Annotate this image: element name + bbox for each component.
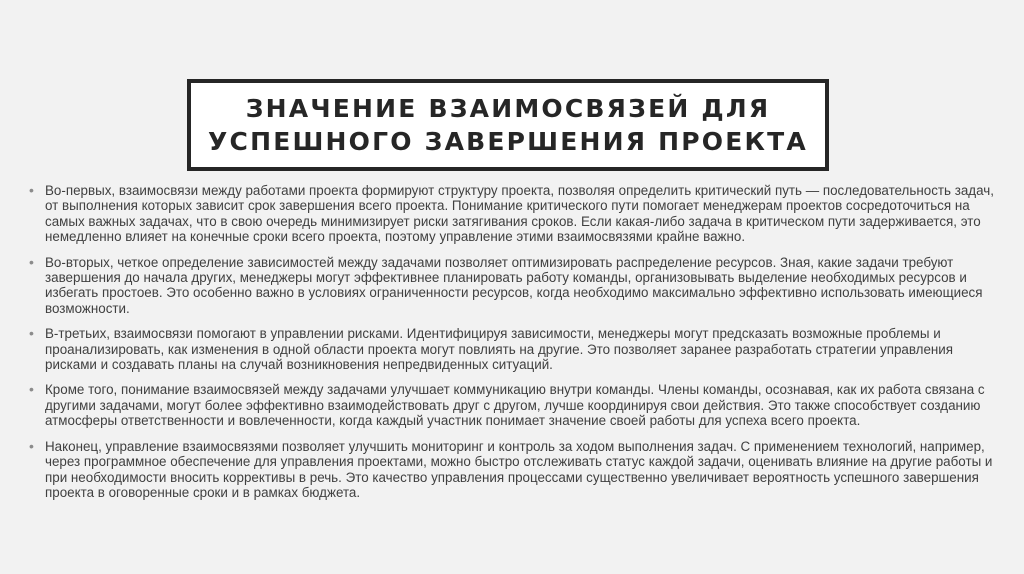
slide-title [208,92,808,158]
slide-title-line-2: УСПЕШНОГО ЗАВЕРШЕНИЯ ПРОЕКТА [208,127,808,156]
bullet-icon: • [29,381,34,398]
bullet-icon: • [29,182,34,198]
bullet-icon: • [29,437,34,454]
bullet-text: Наконец, управление взаимосвязями позволяет улучшить мониторинг и контроль за ходом выполнения задач. С применением технологий, например, через программное обеспечение для управления проектами, можно быстро отслеживать статус каждой задачи, оценивать влияние на другие работы и при необходимости вносить коррективы в речь. Это качество управления процессами существенно увеличивает вероятность успешного завершения проекта в оговоренные сроки и в рамках бюджета. [45,438,993,500]
bullet-text: Кроме того, понимание взаимосвязей между задачами улучшает коммуникацию внутри команды. Члены команды, осознавая, как их работа связана с другими задачами, могут более эффективно взаимодействовать друг с другом, лучше координируя свои действия. Это также способствует созданию атмосферы ответственности и вовлеченности, когда каждый участник понимает значение своей работы для успеха всего проекта. [45,382,985,429]
bullet-list [29,183,1004,510]
title-box [187,79,829,171]
slide-title-line-1: ЗНАЧЕНИЕ ВЗАИМОСВЯЗЕЙ ДЛЯ [245,94,771,123]
bullet-item [29,326,1004,372]
bullet-icon: • [29,325,34,342]
bullet-icon: • [29,253,34,270]
bullet-text: Во-вторых, четкое определение зависимостей между задачами позволяет оптимизировать распределение ресурсов. Зная, какие задачи требуют завершения до начала других, менеджеры могут эффективнее планировать работу команды, организовывать выделение необходимых ресурсов и избегать простоев. Это особенно важно в условиях ограниченности ресурсов, когда необходимо максимально эффективно использовать имеющиеся возможности. [45,254,983,316]
bullet-item [29,255,1004,317]
bullet-item [29,382,1004,428]
bullet-item [29,183,1004,245]
bullet-item [29,439,1004,501]
bullet-text: В-третьих, взаимосвязи помогают в управлении рисками. Идентифицируя зависимости, менеджеры могут предсказать возможные проблемы и проанализировать, как изменения в одной области проекта могут повлиять на другие. Это позволяет заранее разработать стратегии управления рисками и создавать планы на случай возникновения непредвиденных ситуаций. [45,326,954,373]
bullet-text: Во-первых, взаимосвязи между работами проекта формируют структуру проекта, позволяя определить критический путь — последовательность задач, от выполнения которых зависит срок завершения всего проекта. Понимание критического пути помогает менеджерам проектов сосредоточиться на самых важных задачах, что в свою очередь минимизирует риски затягивания сроков. Если какая-либо задача в критическом пути задерживается, это немедленно влияет на конечные сроки всего проекта, поэтому управление этими взаимосвязями крайне важно. [45,183,994,245]
